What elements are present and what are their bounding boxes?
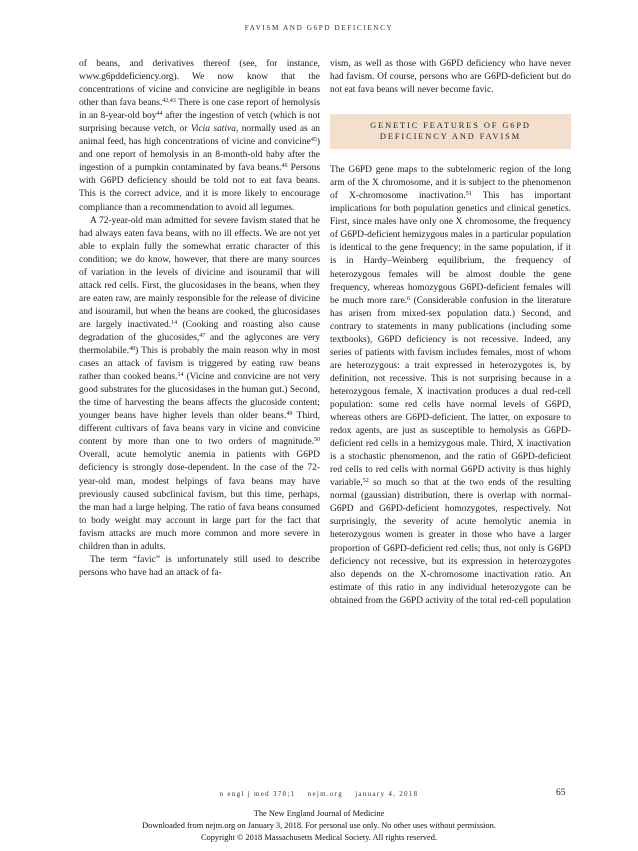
left-paragraph-1 bbox=[79, 58, 320, 215]
left-paragraph-3 bbox=[79, 554, 320, 580]
reference-marker: 48 bbox=[129, 346, 136, 353]
text-run: The term “favic” is unfortunately still used to describe persons who have had an attack of fa- bbox=[79, 554, 320, 578]
text-run: This has important implications for both population genetics and clinical genetics. First, since males have only one X chromosome, the frequency of G6PD-deficient hemizygous males in a particular population is identical to the gene frequency; in the same population, if it is in Hardy–Weinberg equilibrium, the frequency of heterozygous females will be almost double the gene frequency, whereas homozygous G6PD-deficient females will be much more rare. bbox=[330, 191, 571, 306]
text-run: ) and one report of hemolysis in an 8-month-old baby after the ingestion of a pumpkin contaminated by fava beans. bbox=[79, 137, 320, 174]
download-notice-journal: The New England Journal of Medicine bbox=[253, 809, 385, 818]
reference-marker: 14 bbox=[171, 319, 178, 326]
reference-marker: 49 bbox=[286, 411, 293, 418]
reference-marker: 47 bbox=[199, 332, 206, 339]
journal-citation: n engl j med 378;1 nejm.org january 4, 2018 bbox=[219, 790, 419, 798]
text-run: of beans, and derivatives thereof (see, for instance, www.g6pddeficiency.org). We now know that the concentrations of vicine and convicine are negligible in beans other than fava beans. bbox=[79, 59, 320, 109]
species-name: Vicia sativa bbox=[190, 124, 236, 135]
text-run: The G6PD gene maps to the subtelomeric region of the long arm of the X chromosome, and it is subject to the phenomenon of X-chromosome inactivation. bbox=[330, 165, 571, 202]
text-run: There is one case report of hemolysis in an 8-year-old boy bbox=[79, 98, 320, 122]
download-notice-copyright: Copyright © 2018 Massachusetts Medical Society. All rights reserved. bbox=[200, 833, 438, 842]
text-run: (Considerable confusion in the literature has arisen from mixed-sex population data.) Second, and contrary to statements in many publications (including some textbooks), G6PD deficiency is not recessive. Indeed, any series of patients with favism includes females, most of whom are heterozygous: a trait expressed in heterozygotes is, by definition, not recessive. This is not surprising because in a heterozygous female, X inactivation produces a dual red-cell population: some red cells have normal levels of G6PD, whereas others are G6PD-deficient. The latter, on exposure to redox agents, are just as susceptible to hemolysis as G6PD-deficient red cells in a hemizygous male. Third, X inactivation is a stochastic phenomenon, and the ratio of G6PD-deficient red cells to red cells with normal G6PD activity is thus highly variable, bbox=[330, 295, 571, 489]
text-run: and the aglycones are very thermolabile. bbox=[79, 332, 321, 357]
reference-marker: 14 bbox=[177, 372, 184, 379]
right-paragraph-1 bbox=[330, 58, 571, 97]
running-head: FAVISM AND G6PD DEFICIENCY bbox=[244, 24, 394, 32]
text-run: Overall, acute hemolytic anemia in patients with G6PD deficiency is strongly dose-dependent. In the case of the 72-year-old man, modest helpings of fava beans may have previously caused subclinical favism, but this time, perhaps, the man had a large helping. The ratio of fava beans consumed to body weight may account in large part for the fact that favism attacks are much more common and more severe in children than in adults. bbox=[79, 450, 320, 552]
left-column bbox=[79, 58, 320, 580]
reference-marker: 46 bbox=[281, 163, 288, 170]
text-run: ) This is probably the main reason why in most cases an attack of favism is triggered by eating raw beans rather than cooked beans. bbox=[79, 346, 320, 383]
text-run: (Cooking and roasting also cause degradation of the glucosides, bbox=[79, 319, 320, 343]
text-run: A 72-year-old man admitted for severe favism stated that he had always eaten fava beans, with no ill effects. We are not yet able to explain fully the somewhat erratic character of this condition; we do know, however, that there are many sources of variation in the levels of divicine and isouramil that will attack red cells. First, the glucosidases in the beans, when they are eaten raw, are mainly responsible for the release of divicine and isouramil, but when the beans are cooked, the glucosidases are largely inactivated. bbox=[79, 215, 320, 330]
page-number: 65 bbox=[556, 788, 566, 798]
reference-marker: 51 bbox=[465, 191, 472, 198]
reference-marker: 45 bbox=[310, 137, 317, 144]
text-run: so much so that at the two ends of the resulting normal (gaussian) distribution, there is overlap with normal-G6PD and G6PD-deficient homozygotes, respectively. Not surprisingly, the severity of acute hemolytic anemia in heterozygous women is greater in those who have a larger proportion of G6PD-deficient red cells; thus, not only is G6PD deficiency not recessive, but its expression in heterozygotes also depends on the X-chromosome inactivation ratio. An estimate of this ratio in any individual heterozygote can be obtained from the G6PD activity of the total red-cell population bbox=[330, 478, 571, 606]
reference-marker: 44 bbox=[156, 111, 163, 118]
reference-marker: 42,43 bbox=[162, 98, 176, 105]
right-paragraph-2 bbox=[330, 164, 571, 608]
text-run: after the ingestion of vetch (which is not surprising because vetch, or bbox=[79, 111, 320, 135]
text-run: , normally used as an animal feed, has high concentrations of vicine and convicine bbox=[79, 124, 320, 148]
text-run: Third, different cultivars of fava beans vary in vicine and convicine content by more than one to two orders of magnitude. bbox=[79, 411, 320, 448]
section-heading: GENETIC FEATURES OF G6PD DEFICIENCY AND FAVISM bbox=[330, 114, 571, 149]
text-run: vism, as well as those with G6PD deficiency who have never had favism. Of course, persons who are G6PD-deficient but do not eat fava beans will never become favic. bbox=[330, 59, 571, 96]
reference-marker: 6 bbox=[407, 295, 411, 302]
text-run: (Vicine and convicine are not very good substrates for the glucosidases in the human gut.) Second, the time of harvesting the beans affects the glucoside content; younger beans have higher levels than older beans. bbox=[79, 372, 320, 422]
reference-marker: 50 bbox=[314, 437, 320, 444]
reference-marker: 52 bbox=[362, 478, 369, 485]
left-paragraph-2 bbox=[79, 215, 320, 554]
download-notice-usage: Downloaded from nejm.org on January 3, 2018. For personal use only. No other uses without permission. bbox=[142, 821, 496, 830]
right-column bbox=[330, 58, 571, 608]
text-run: Persons with G6PD deficiency should be told not to eat fava beans. This is the correct advice, and it is more likely to encourage compliance than a recommendation to avoid all legumes. bbox=[79, 163, 320, 213]
